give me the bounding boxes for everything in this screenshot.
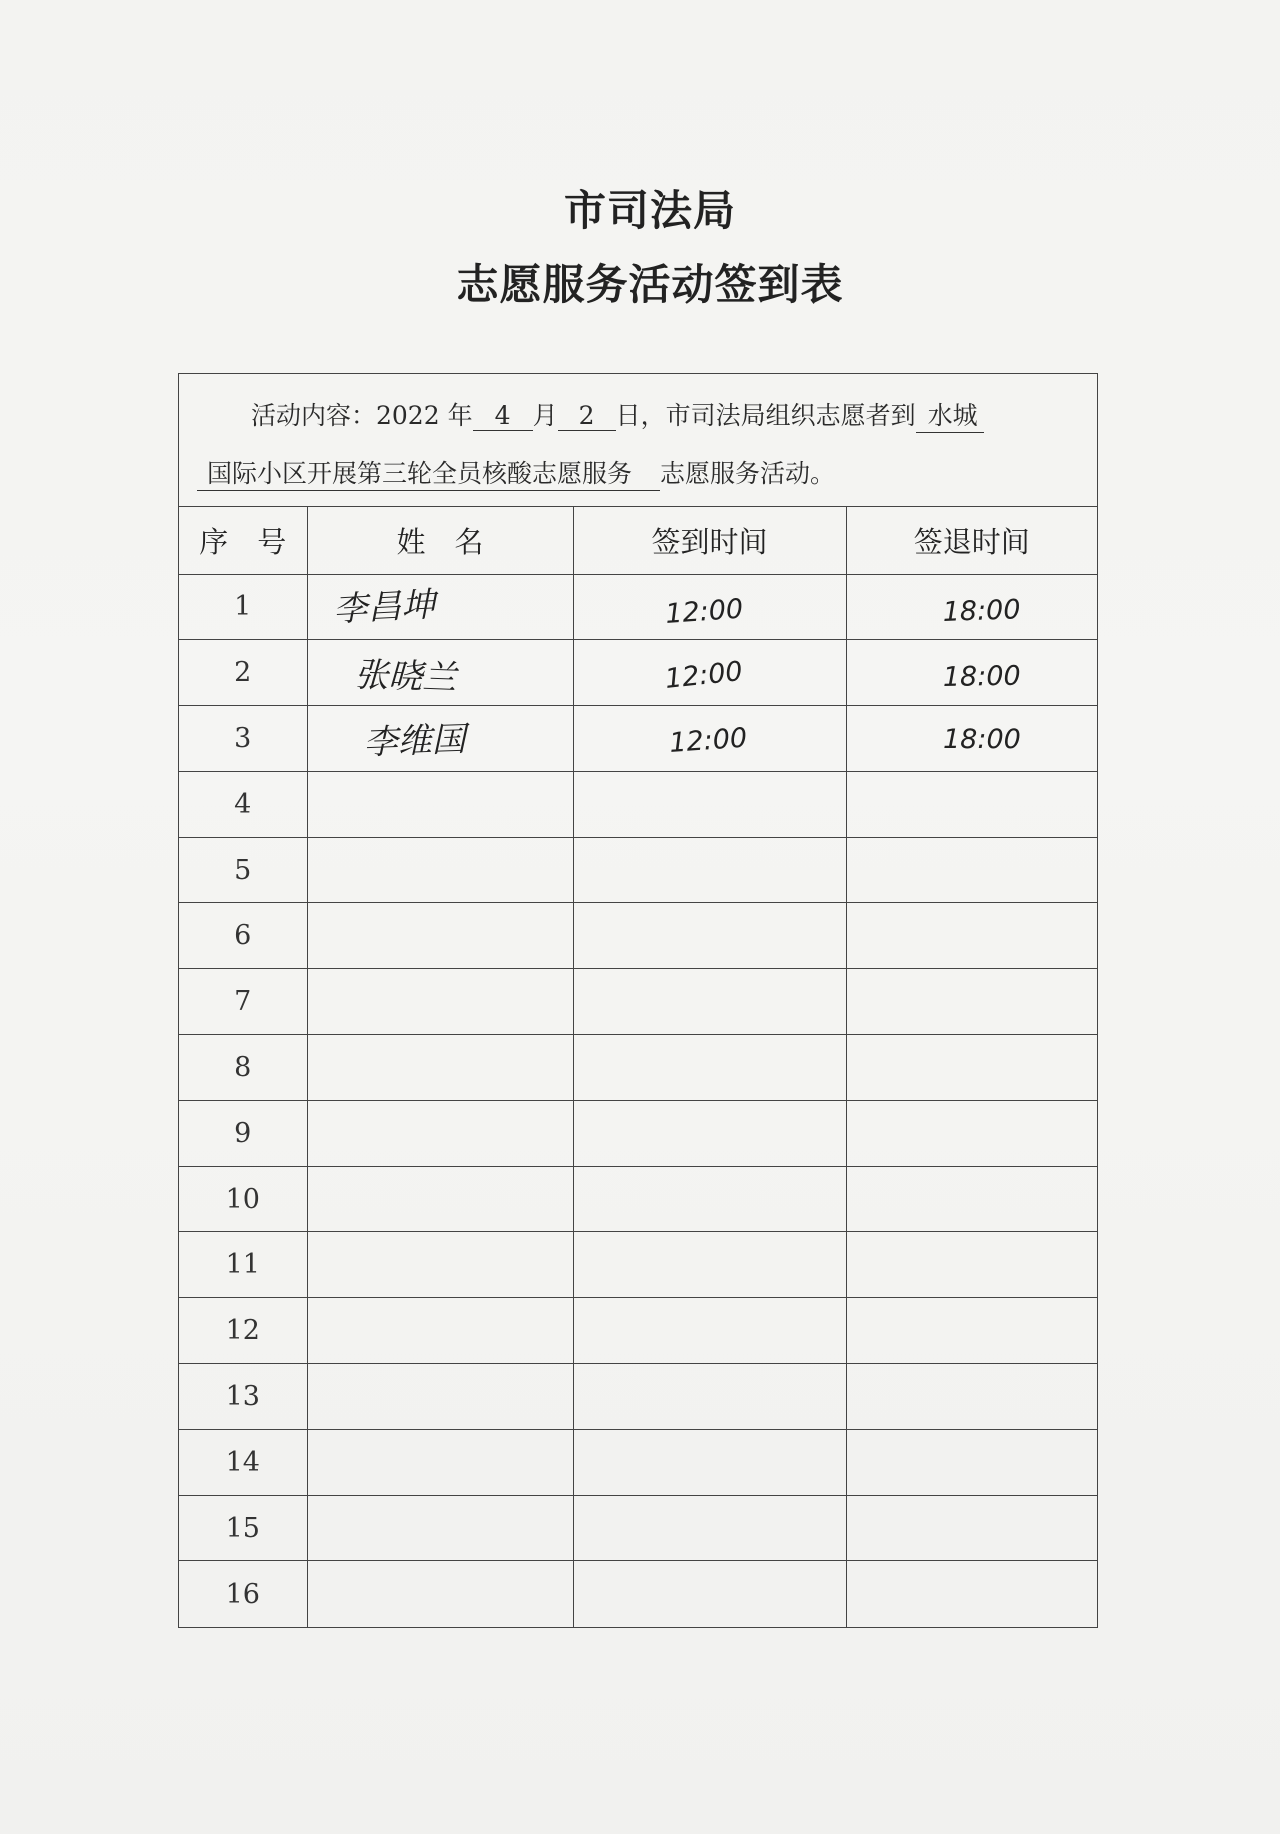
row-sign-in-time-text: 12:00: [667, 722, 748, 760]
row-seq: 12: [179, 1298, 307, 1364]
row-sign-in-time: [573, 1429, 846, 1495]
table-row: [179, 1166, 1097, 1232]
row-sign-out-time-text: 18:00: [942, 660, 1021, 694]
header-sign-out-time: 签退时间: [846, 507, 1097, 574]
row-sign-in-time: [573, 837, 846, 903]
row-name-signature: [307, 1429, 573, 1495]
row-name-signature-text: 张晓兰: [353, 655, 457, 699]
row-sign-in-time: [573, 969, 846, 1035]
header-sign-in-time: 签到时间: [573, 507, 846, 574]
row-sign-out-time: [846, 1364, 1097, 1430]
row-name-signature: [307, 1035, 573, 1101]
row-sign-out-time: [846, 969, 1097, 1035]
row-name-signature: [307, 1364, 573, 1430]
row-sign-in-time: [573, 574, 846, 640]
activity-day-suffix: 日，市司法局组织志愿者到: [615, 401, 916, 430]
row-name-signature: [307, 706, 573, 772]
row-sign-out-time: [846, 837, 1097, 903]
row-sign-out-time: [846, 1298, 1097, 1364]
row-sign-out-time: [846, 1495, 1097, 1561]
row-name-signature: [307, 969, 573, 1035]
row-sign-out-time: [846, 574, 1097, 640]
row-name-signature: [307, 574, 573, 640]
title-organization: 市司法局: [563, 186, 736, 235]
row-sign-out-time: [846, 1429, 1097, 1495]
row-seq: 3: [179, 706, 307, 772]
row-name-signature: [307, 903, 573, 969]
row-sign-in-time: [573, 771, 846, 837]
activity-place-part1: 水城: [916, 396, 984, 433]
row-seq: 14: [179, 1429, 307, 1495]
activity-day: 2: [558, 401, 616, 431]
table-row: [179, 1100, 1097, 1166]
row-seq: 4: [179, 771, 307, 837]
row-sign-in-time: [573, 640, 846, 706]
row-sign-out-time: [846, 1100, 1097, 1166]
document-title: [0, 178, 1280, 312]
row-seq: 15: [179, 1495, 307, 1561]
row-seq: 7: [179, 969, 307, 1035]
activity-month: 4: [473, 401, 533, 431]
row-seq: 13: [179, 1364, 307, 1430]
activity-prefix: 活动内容：2022 年: [251, 401, 473, 430]
row-sign-out-time: [846, 1561, 1097, 1627]
activity-line-2: [197, 454, 835, 491]
row-name-signature: [307, 1166, 573, 1232]
row-sign-in-time: [573, 706, 846, 772]
row-seq: 16: [179, 1561, 307, 1627]
row-name-signature-text: 李维国: [362, 719, 466, 764]
row-name-signature: [307, 1298, 573, 1364]
sign-in-form: [178, 373, 1098, 1628]
row-seq: 10: [179, 1166, 307, 1232]
table-row: [179, 903, 1097, 969]
row-name-signature: [307, 1232, 573, 1298]
row-name-signature: [307, 1495, 573, 1561]
header-name: 姓 名: [307, 507, 573, 574]
row-sign-in-time: [573, 903, 846, 969]
row-seq: 2: [179, 640, 307, 706]
row-sign-out-time: [846, 771, 1097, 837]
activity-place-part2: 国际小区开展第三轮全员核酸志愿服务: [197, 454, 660, 491]
table-row: [179, 837, 1097, 903]
row-seq: 1: [179, 574, 307, 640]
row-sign-in-time-text: 12:00: [662, 656, 744, 696]
activity-description: [179, 374, 1097, 507]
attendance-table: [179, 507, 1097, 1627]
row-sign-out-time: [846, 903, 1097, 969]
row-sign-out-time: [846, 640, 1097, 706]
table-header-row: [179, 507, 1097, 574]
row-name-signature-text: 李昌坤: [331, 584, 436, 630]
table-row: [179, 640, 1097, 706]
row-name-signature: [307, 837, 573, 903]
activity-line-1: [251, 396, 984, 433]
row-sign-in-time: [573, 1364, 846, 1430]
activity-suffix: 志愿服务活动。: [660, 459, 836, 488]
table-row: [179, 969, 1097, 1035]
table-row: [179, 1232, 1097, 1298]
row-name-signature: [307, 1561, 573, 1627]
table-row: [179, 1035, 1097, 1101]
row-sign-in-time: [573, 1298, 846, 1364]
table-row: [179, 771, 1097, 837]
row-sign-out-time-text: 18:00: [942, 724, 1021, 756]
row-sign-in-time: [573, 1166, 846, 1232]
row-name-signature: [307, 771, 573, 837]
row-sign-out-time: [846, 1166, 1097, 1232]
row-sign-out-time-text: 18:00: [941, 593, 1021, 628]
row-sign-out-time: [846, 1232, 1097, 1298]
table-row: [179, 574, 1097, 640]
row-sign-out-time: [846, 706, 1097, 772]
row-sign-in-time: [573, 1495, 846, 1561]
table-row: [179, 706, 1097, 772]
row-seq: 8: [179, 1035, 307, 1101]
title-form-name: 志愿服务活动签到表: [456, 260, 844, 309]
row-sign-out-time: [846, 1035, 1097, 1101]
row-sign-in-time-text: 12:00: [663, 593, 744, 630]
table-row: [179, 1561, 1097, 1627]
row-seq: 5: [179, 837, 307, 903]
header-seq: 序 号: [179, 507, 307, 574]
table-row: [179, 1429, 1097, 1495]
row-name-signature: [307, 1100, 573, 1166]
activity-month-suffix: 月: [532, 401, 558, 430]
row-sign-in-time: [573, 1561, 846, 1627]
row-seq: 9: [179, 1100, 307, 1166]
table-row: [179, 1298, 1097, 1364]
row-sign-in-time: [573, 1035, 846, 1101]
row-seq: 11: [179, 1232, 307, 1298]
table-row: [179, 1495, 1097, 1561]
row-sign-in-time: [573, 1100, 846, 1166]
row-seq: 6: [179, 903, 307, 969]
row-name-signature: [307, 640, 573, 706]
table-row: [179, 1364, 1097, 1430]
row-sign-in-time: [573, 1232, 846, 1298]
